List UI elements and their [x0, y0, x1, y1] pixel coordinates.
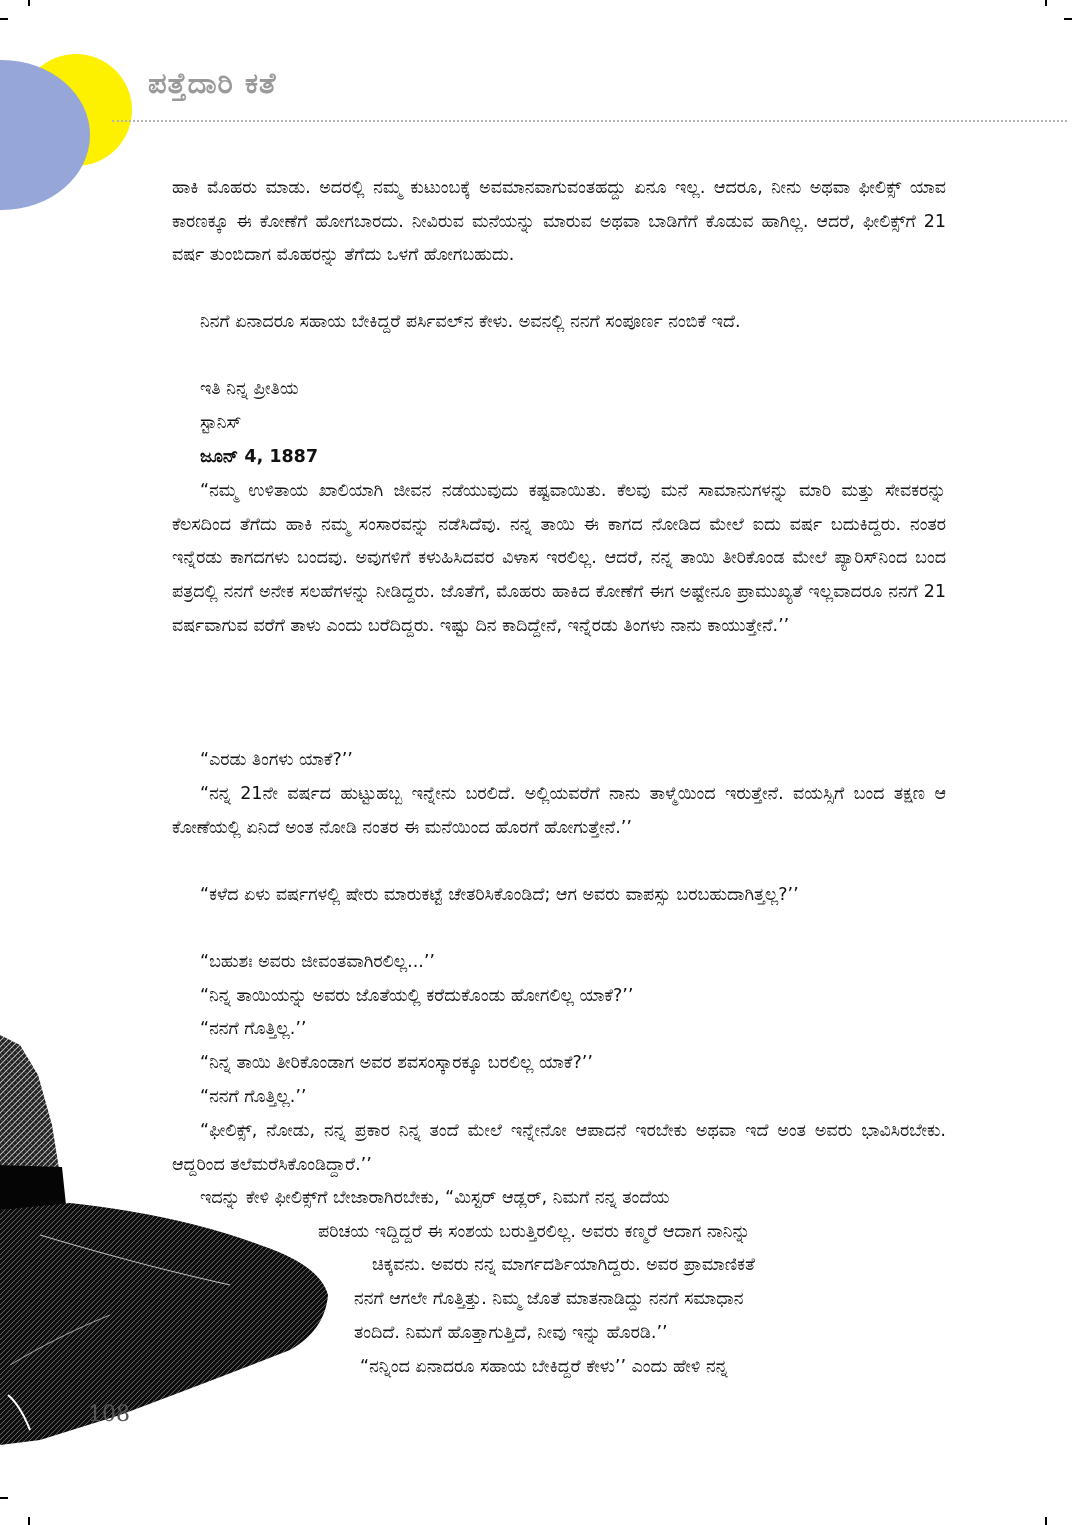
crop-mark [28, 1517, 30, 1525]
body-paragraph: “ನನ್ನ 21ನೇ ವರ್ಷದ ಹುಟ್ಟುಹಬ್ಬ ಇನ್ನೇನು ಬರಲಿದೆ. ಅಲ್ಲಿಯವರೆಗೆ ನಾನು ತಾಳ್ಮೆಯಿಂದ ಇರುತ್ತೇನೆ. ವಯಸ್ಸಿಗೆ ಬಂದ ತಕ್ಷಣ ಆ ಕೋಣೆಯಲ್ಲಿ ಏನಿದೆ ಅಂತ ನೋಡಿ ನಂತರ ಈ ಮನೆಯಿಂದ ಹೊರಗೆ ಹೋಗುತ್ತೇನೆ.’’ [172, 784, 946, 838]
body-paragraph: “ಫೀಲಿಕ್ಸ್, ನೋಡು, ನನ್ನ ಪ್ರಕಾರ ನಿನ್ನ ತಂದೆ ಮೇಲೆ ಇನ್ನೇನೋ ಆಪಾದನೆ ಇರಬೇಕು ಅಥವಾ ಇದೆ ಅಂತ ಅವರು ಭಾವಿಸಿರಬೇಕು. ಆದ್ದರಿಂದ ತಲೆಮರೆಸಿಕೊಂಡಿದ್ದಾರೆ.’’ [172, 1121, 946, 1175]
wrap-line: ತಂದಿದೆ. ನಿಮಗೆ ಹೊತ್ತಾಗುತ್ತಿದೆ, ನೀವು ಇನ್ನು ಹೊರಡಿ.’’ [354, 1323, 668, 1343]
crop-mark [1064, 18, 1072, 20]
crop-mark [1045, 1517, 1047, 1525]
body-paragraph: “ಎರಡು ತಿಂಗಳು ಯಾಕೆ?’’ [200, 750, 353, 770]
letter-signature-name: ಸ್ಟಾನಿಸ್ [200, 413, 242, 433]
body-paragraph: “ಬಹುಶಃ ಅವರು ಜೀವಂತವಾಗಿರಲಿಲ್ಲ...’’ [200, 952, 435, 972]
body-paragraph: ನಿನಗೆ ಏನಾದರೂ ಸಹಾಯ ಬೇಕಿದ್ದರೆ ಪರ್ಸಿವಲ್‌ನ ಕೇಳು. ಅವನಲ್ಲಿ ನನಗೆ ಸಂಪೂರ್ಣ ನಂಬಿಕೆ ಇದೆ. [200, 312, 741, 332]
detective-hat-illustration [0, 1035, 330, 1455]
running-header-title: ಪತ್ತೆದಾರಿ ಕತೆ [148, 66, 277, 100]
header-dotted-rule [112, 120, 1067, 122]
wrap-line: ನನಗೆ ಆಗಲೇ ಗೊತ್ತಿತ್ತು. ನಿಮ್ಮ ಜೊತೆ ಮಾತನಾಡಿದ್ದು ನನಗೆ ಸಮಾಧಾನ [354, 1289, 744, 1309]
letter-closing: ಇತಿ ನಿನ್ನ ಪ್ರೀತಿಯ [200, 379, 299, 399]
crop-mark [0, 1497, 8, 1499]
body-paragraph: ಹಾಕಿ ಮೊಹರು ಮಾಡು. ಅದರಲ್ಲಿ ನಮ್ಮ ಕುಟುಂಬಕ್ಕೆ ಅವಮಾನವಾಗುವಂತಹದ್ದು ಏನೂ ಇಲ್ಲ. ಆದರೂ, ನೀನು ಅಥವಾ ಫೀಲಿಕ್ಸ್ ಯಾವ ಕಾರಣಕ್ಕೂ ಈ ಕೋಣೆಗೆ ಹೋಗಬಾರದು. ನೀವಿರುವ ಮನೆಯನ್ನು ಮಾರುವ ಅಥವಾ ಬಾಡಿಗೆಗೆ ಕೊಡುವ ಹಾಗಿಲ್ಲ. ಆದರೆ, ಫೀಲಿಕ್ಸ್‌ಗೆ 21 ವರ್ಷ ತುಂಬಿದಾಗ ಮೊಹರನ್ನು ತೆಗೆದು ಒಳಗೆ ಹೋಗಬಹುದು. [172, 178, 946, 266]
body-paragraph: “ನನಗೆ ಗೊತ್ತಿಲ್ಲ.’’ [200, 1087, 307, 1107]
body-paragraph: “ನಿನ್ನ ತಾಯಿ ತೀರಿಕೊಂಡಾಗ ಅವರ ಶವಸಂಸ್ಕಾರಕ್ಕೂ ಬರಲಿಲ್ಲ ಯಾಕೆ?’’ [200, 1053, 593, 1073]
body-paragraph: “ನಿನ್ನ ತಾಯಿಯನ್ನು ಅವರು ಜೊತೆಯಲ್ಲಿ ಕರೆದುಕೊಂಡು ಹೋಗಲಿಲ್ಲ ಯಾಕೆ?’’ [200, 986, 634, 1006]
letter-date: ಜೂನ್ 4, 1887 [200, 447, 319, 467]
crop-mark [0, 18, 8, 20]
wrap-line: “ನನ್ನಿಂದ ಏನಾದರೂ ಸಹಾಯ ಬೇಕಿದ್ದರೆ ಕೇಳು’’ ಎಂದು ಹೇಳಿ ನನ್ನ [360, 1357, 728, 1377]
wrap-line: ಪರಿಚಯ ಇದ್ದಿದ್ದರೆ ಈ ಸಂಶಯ ಬರುತ್ತಿರಲಿಲ್ಲ. ಅವರು ಕಣ್ಮರೆ ಆದಾಗ ನಾನಿನ್ನು [318, 1222, 751, 1242]
body-paragraph: “ನಮ್ಮ ಉಳಿತಾಯ ಖಾಲಿಯಾಗಿ ಜೀವನ ನಡೆಯುವುದು ಕಷ್ಟವಾಯಿತು. ಕೆಲವು ಮನೆ ಸಾಮಾನುಗಳನ್ನು ಮಾರಿ ಮತ್ತು ಸೇವಕರನ್ನು ಕೆಲಸದಿಂದ ತೆಗೆದು ಹಾಕಿ ನಮ್ಮ ಸಂಸಾರವನ್ನು ನಡೆಸಿದೆವು. ನನ್ನ ತಾಯಿ ಈ ಕಾಗದ ನೋಡಿದ ಮೇಲೆ ಐದು ವರ್ಷ ಬದುಕಿದ್ದರು. ನಂತರ ಇನ್ನೆರಡು ಕಾಗದಗಳು ಬಂದವು. ಅವುಗಳಿಗೆ ಕಳುಹಿಸಿದವರ ವಿಳಾಸ ಇರಲಿಲ್ಲ. ಆದರೆ, ನನ್ನ ತಾಯಿ ತೀರಿಕೊಂಡ ಮೇಲೆ ಪ್ಯಾರಿಸ್‌ನಿಂದ ಬಂದ ಪತ್ರದಲ್ಲಿ ನನಗೆ ಅನೇಕ ಸಲಹೆಗಳನ್ನು ನೀಡಿದ್ದರು. ಜೊತೆಗೆ, ಮೊಹರು ಹಾಕಿದ ಕೋಣೆಗೆ ಈಗ ಅಷ್ಟೇನೂ ಪ್ರಾಮುಖ್ಯತೆ ಇಲ್ಲವಾದರೂ ನನಗೆ 21 ವರ್ಷವಾಗುವ ವರೆಗೆ ತಾಳು ಎಂದು ಬರೆದಿದ್ದರು. ಇಷ್ಟು ದಿನ ಕಾದಿದ್ದೇನೆ, ಇನ್ನೆರಡು ತಿಂಗಳು ನಾನು ಕಾಯುತ್ತೇನೆ.’’ [172, 481, 946, 636]
crop-mark [1045, 0, 1047, 6]
wrap-line: ಚಿಕ್ಕವನು. ಅವರು ನನ್ನ ಮಾರ್ಗದರ್ಶಿಯಾಗಿದ್ದರು. ಅವರ ಪ್ರಾಮಾಣಿಕತೆ [372, 1255, 755, 1275]
body-paragraph: “ಕಳೆದ ಏಳು ವರ್ಷಗಳಲ್ಲಿ ಷೇರು ಮಾರುಕಟ್ಟೆ ಚೇತರಿಸಿಕೊಂಡಿದೆ; ಆಗ ಅವರು ವಾಪಸ್ಸು ಬರಬಹುದಾಗಿತ್ತಲ್ಲ?’’ [200, 885, 799, 905]
wrap-line: ಇದನ್ನು ಕೇಳಿ ಫೀಲಿಕ್ಸ್‌ಗೆ ಬೇಜಾರಾಗಿರಬೇಕು, “ಮಿಸ್ಟರ್ ಆಡ್ಲರ್, ನಿಮಗೆ ನನ್ನ ತಂದೆಯ [200, 1188, 670, 1208]
crop-mark [28, 0, 30, 6]
body-paragraph: “ನನಗೆ ಗೊತ್ತಿಲ್ಲ.’’ [200, 1019, 307, 1039]
page-number: 108 [88, 1402, 130, 1427]
